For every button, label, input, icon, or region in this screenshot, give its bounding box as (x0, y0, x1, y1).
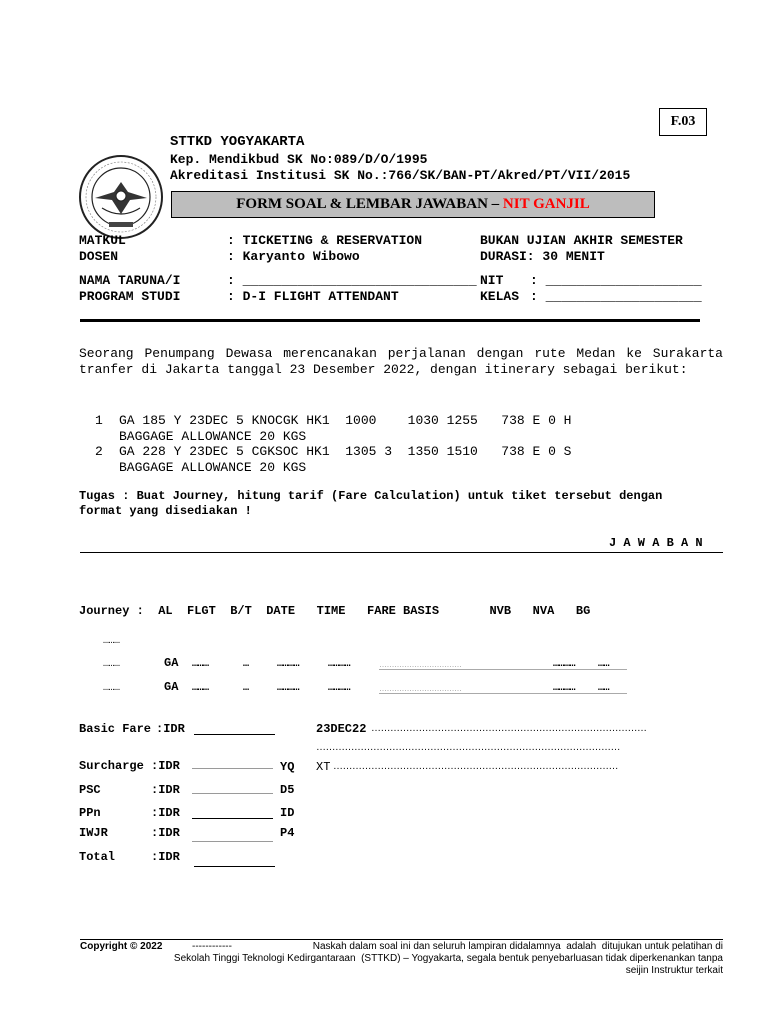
journey-row-1-flight[interactable]: ……… (192, 659, 209, 670)
journey-row-1-time[interactable]: ………… (328, 659, 351, 670)
surcharge-code: YQ (280, 760, 295, 774)
accreditation-number: Akreditasi Institusi SK No.:766/SK/BAN-PT/Akred/PT/VII/2015 (170, 168, 631, 183)
basic-fare-label: Basic Fare (79, 722, 152, 736)
answer-divider (80, 552, 723, 553)
footer-dashes: ------------ (192, 941, 232, 952)
basic-fare-currency: :IDR (156, 722, 185, 736)
footer-notice-line-2: Sekolah Tinggi Teknologi Kedirgantaraan (STTKD) – Yogyakarta, segala bentuk penyebarluasan tidak diperkenankan tanpa (173, 953, 723, 964)
journey-row-1-rule (379, 669, 627, 670)
dosen-value: : Karyanto Wibowo (227, 249, 360, 264)
journey-row-1-airline: GA (164, 656, 179, 670)
total-blank[interactable] (194, 866, 275, 867)
footer-notice-line-1: Naskah dalam soal ini dan seluruh lampiran didalamnya adalah ditujukan untuk pelatihan di (312, 941, 723, 952)
journey-row-2-col1[interactable]: ……… (103, 683, 120, 694)
iwjr-label: IWJR (79, 826, 108, 840)
sttkd-seal-logo (70, 134, 156, 224)
footer-copyright: Copyright © 2022 (80, 941, 163, 952)
surcharge-currency: :IDR (151, 759, 180, 773)
form-title: FORM SOAL & LEMBAR JAWABAN – (236, 196, 503, 212)
kelas-label: KELAS (480, 289, 520, 304)
form-code-box: F.03 (659, 108, 707, 136)
task-line-2: format yang disediakan ! (79, 504, 252, 518)
surcharge-blank[interactable] (192, 768, 273, 769)
journey-row-1-baggage[interactable]: …… (598, 659, 610, 670)
fare-calc-line-2[interactable]: …………………………………………………………………………………… (316, 742, 620, 753)
iwjr-code: P4 (280, 826, 295, 840)
itinerary-segment-2: GA 228 Y 23DEC 5 CGKSOC HK1 1305 3 1350 1510 738 E 0 S (119, 444, 572, 459)
fare-calc-line-3[interactable]: ……………………………………………………………………………… (333, 761, 618, 772)
journey-row-2-fare-basis[interactable]: …………………………… (379, 684, 462, 693)
matkul-label: MATKUL (79, 233, 126, 248)
ppn-currency: :IDR (151, 806, 180, 820)
journey-row-1-col1[interactable]: ……… (103, 659, 120, 670)
nit-field[interactable]: : ____________________ (530, 273, 702, 288)
exam-duration: DURASI: 30 MENIT (480, 249, 605, 264)
kelas-field[interactable]: : ____________________ (530, 289, 702, 304)
ppn-code: ID (280, 806, 295, 820)
psc-code: D5 (280, 783, 295, 797)
decree-number: Kep. Mendikbud SK No:089/D/O/1995 (170, 152, 428, 167)
matkul-value: : TICKETING & RESERVATION (227, 233, 423, 248)
fare-calc-xt: XT (316, 760, 331, 774)
prodi-label: PROGRAM STUDI (79, 289, 181, 304)
nama-field[interactable]: : ______________________________ (227, 273, 477, 288)
header-divider (80, 319, 700, 322)
fare-calc-date: 23DEC22 (316, 722, 367, 736)
prodi-value: : D-I FLIGHT ATTENDANT (227, 289, 399, 304)
answer-heading: J A W A B A N (609, 536, 703, 550)
journey-row-0-blank[interactable]: ……… (103, 636, 120, 647)
exam-type: BUKAN UJIAN AKHIR SEMESTER (480, 233, 683, 248)
journey-row-2-time[interactable]: ………… (328, 683, 351, 694)
iwjr-currency: :IDR (151, 826, 180, 840)
psc-currency: :IDR (151, 783, 180, 797)
nit-label: NIT (480, 273, 504, 288)
surcharge-label: Surcharge (79, 759, 144, 773)
form-title-banner (171, 191, 655, 218)
ppn-label: PPn (79, 806, 101, 820)
basic-fare-blank[interactable] (194, 734, 275, 735)
journey-row-2-baggage[interactable]: …… (598, 683, 610, 694)
fare-calc-line-1[interactable]: …………………………………………………………………………… (371, 723, 647, 734)
task-line-1: Tugas : Buat Journey, hitung tarif (Fare Calculation) untuk tiket tersebut dengan (79, 489, 663, 503)
question-intro: Seorang Penumpang Dewasa merencanakan perjalanan dengan rute Medan ke Surakarta tranfer di Jakarta tanggal 23 Desember 2022, dengan itinerary sebagai berikut: (79, 346, 723, 377)
itinerary-no-1: 1 (95, 413, 103, 428)
journey-header: Journey : AL FLGT B/T DATE TIME FARE BASIS NVB NVA BG (79, 604, 591, 618)
nama-label: NAMA TARUNA/I (79, 273, 181, 288)
psc-blank[interactable] (192, 793, 273, 794)
journey-row-1-fare-basis[interactable]: …………………………… (379, 660, 462, 669)
journey-row-1-date[interactable]: ………… (277, 659, 300, 670)
total-label: Total (79, 850, 116, 864)
institution-name: STTKD YOGYAKARTA (170, 134, 305, 150)
journey-row-2-airline: GA (164, 680, 179, 694)
footer-notice-line-3: seijin Instruktur terkait (625, 965, 723, 976)
total-currency: :IDR (151, 850, 180, 864)
journey-row-2-flight[interactable]: ……… (192, 683, 209, 694)
form-title-highlight: NIT GANJIL (502, 196, 590, 212)
journey-row-2-date[interactable]: ………… (277, 683, 300, 694)
journey-row-1-class[interactable]: … (243, 659, 249, 670)
journey-row-2-rule (379, 693, 627, 694)
dosen-label: DOSEN (79, 249, 119, 264)
psc-label: PSC (79, 783, 101, 797)
iwjr-blank[interactable] (192, 841, 273, 842)
journey-row-2-class[interactable]: … (243, 683, 249, 694)
itinerary-no-2: 2 (95, 444, 103, 459)
ppn-blank[interactable] (192, 818, 273, 819)
itinerary-baggage-1: BAGGAGE ALLOWANCE 20 KGS (119, 429, 307, 444)
journey-row-2-nvb-nva[interactable]: ………… (553, 683, 576, 694)
itinerary-baggage-2: BAGGAGE ALLOWANCE 20 KGS (119, 460, 307, 475)
journey-row-1-nvb-nva[interactable]: ………… (553, 659, 576, 670)
footer-divider (80, 939, 723, 940)
itinerary-segment-1: GA 185 Y 23DEC 5 KNOCGK HK1 1000 1030 1255 738 E 0 H (119, 413, 572, 428)
